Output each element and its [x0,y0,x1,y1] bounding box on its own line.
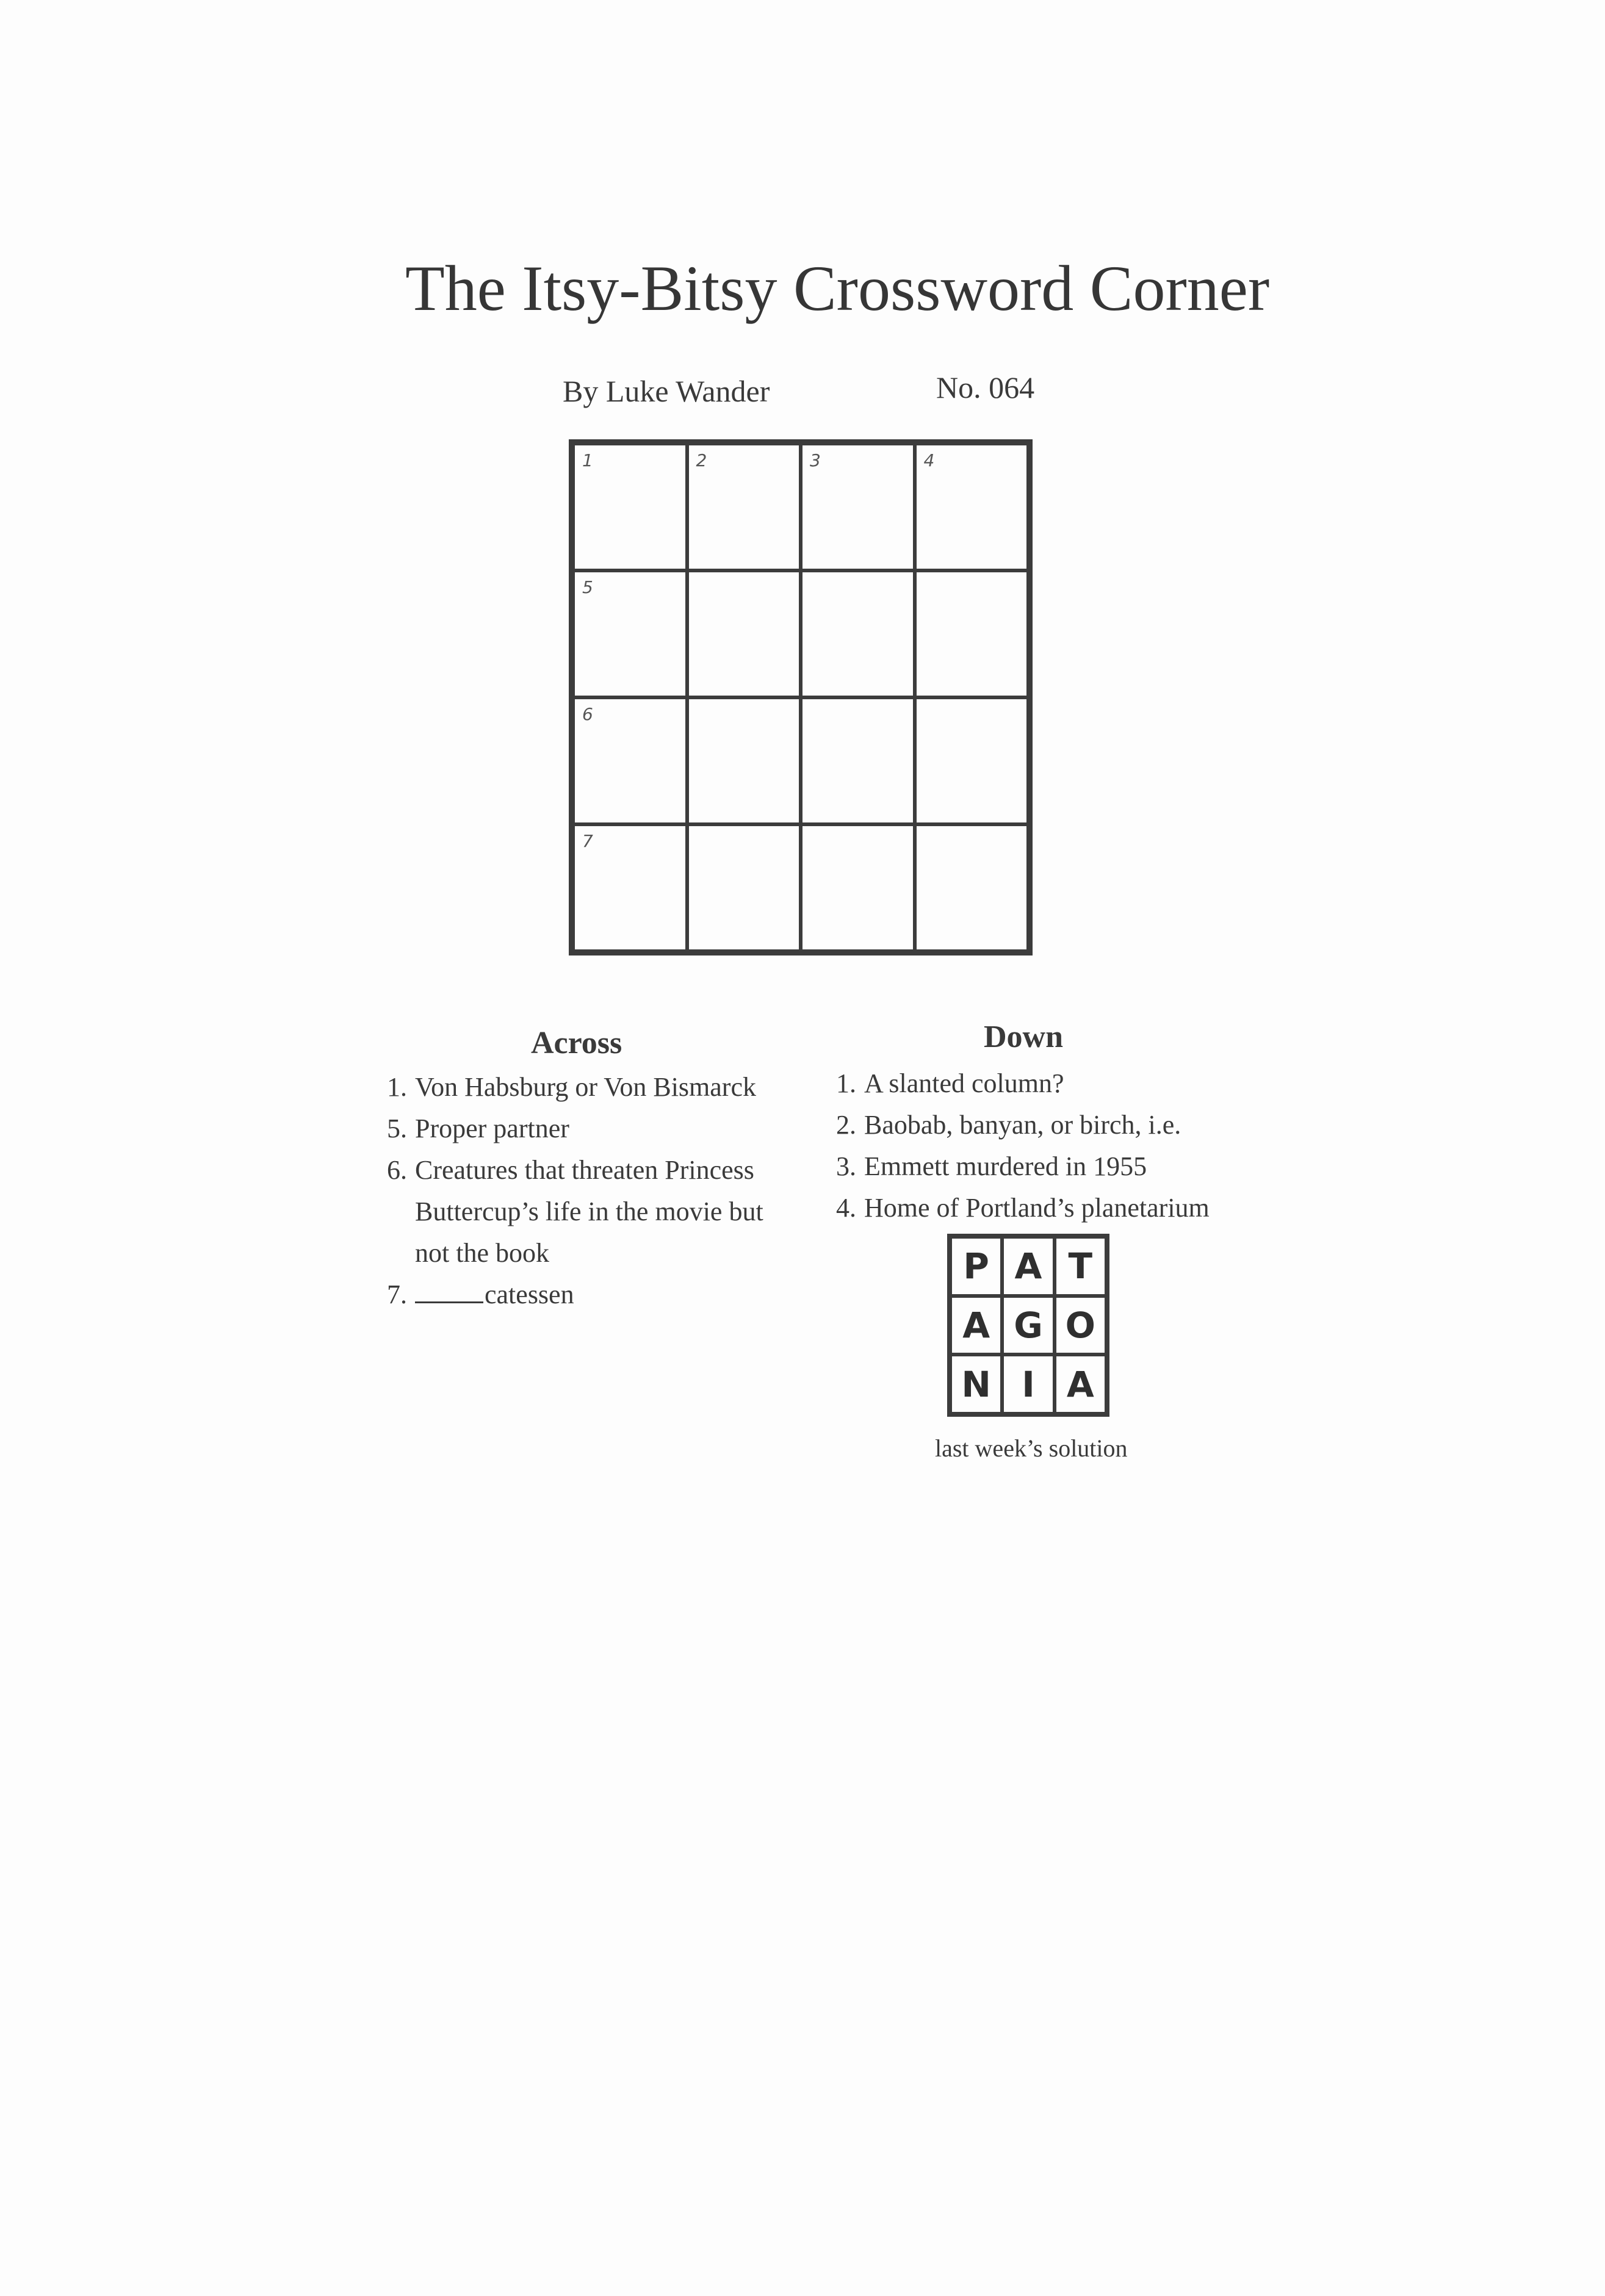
grid-cell-r2c1[interactable] [573,570,687,697]
down-clue [836,1146,1239,1187]
clue-number: 6. [387,1155,407,1185]
clue-text: Emmett murdered in 1955 [864,1151,1147,1181]
cell-number: 7 [582,831,593,851]
grid-cell-r2c4[interactable] [915,570,1029,697]
clue-text: Baobab, banyan, or birch, i.e. [864,1110,1181,1140]
clue-text: Von Habsburg or Von Bismarck [415,1072,756,1102]
solution-cell: N [950,1355,1002,1414]
clue-text: Creatures that threaten Princess Buttercup’s life in the movie but not the book [415,1155,763,1268]
solution-cell: G [1002,1296,1054,1355]
byline: By Luke Wander [563,374,770,408]
clue-number: 1. [387,1072,407,1102]
solution-cell: P [950,1237,1002,1296]
across-heading: Across [531,1026,622,1060]
grid-cell-r2c3[interactable] [801,570,915,697]
grid-cell-r1c1[interactable] [573,444,687,570]
grid-cell-r1c3[interactable] [801,444,915,570]
grid-cell-r3c2[interactable] [687,697,801,824]
grid-cell-r1c2[interactable] [687,444,801,570]
cell-number: 5 [582,577,593,597]
grid-cell-r3c3[interactable] [801,697,915,824]
clue-text: Home of Portland’s planetarium [864,1193,1210,1223]
across-clue [387,1150,802,1274]
cell-number: 1 [582,450,593,470]
clue-number: 3. [836,1151,856,1181]
page-title: The Itsy-Bitsy Crossword Corner [405,253,1270,324]
clue-number: 2. [836,1110,856,1140]
grid-cell-r4c3[interactable] [801,824,915,951]
solution-cell: O [1055,1296,1106,1355]
grid-cell-r3c1[interactable] [573,697,687,824]
clue-number: 1. [836,1068,856,1098]
issue-number: No. 064 [936,370,1035,405]
cell-number: 3 [810,450,821,470]
across-clue [387,1274,802,1315]
across-clue [387,1108,802,1150]
solution-cell: A [1002,1237,1054,1296]
previous-solution-grid [947,1234,1109,1417]
solution-cell: A [950,1296,1002,1355]
clue-text: Proper partner [415,1114,569,1143]
cell-number: 4 [923,450,935,470]
across-clue [387,1067,802,1108]
grid-cell-r4c2[interactable] [687,824,801,951]
grid-cell-r2c2[interactable] [687,570,801,697]
fill-in-blank [415,1281,483,1303]
solution-cell: A [1055,1355,1106,1414]
clue-number: 7. [387,1279,407,1309]
crossword-grid [569,439,1033,955]
cell-number: 6 [582,704,593,724]
grid-cell-r1c4[interactable] [915,444,1029,570]
down-heading: Down [984,1020,1064,1054]
solution-cell: T [1055,1237,1106,1296]
down-clue [836,1187,1239,1229]
across-clues [387,1067,802,1315]
clue-text: catessen [485,1279,574,1309]
solution-caption: last week’s solution [935,1434,1128,1462]
grid-cell-r4c4[interactable] [915,824,1029,951]
cell-number: 2 [696,450,707,470]
clue-number: 5. [387,1114,407,1143]
clue-text: A slanted column? [864,1068,1064,1098]
down-clue [836,1104,1239,1146]
grid-cell-r4c1[interactable] [573,824,687,951]
down-clue [836,1063,1239,1104]
down-clues [836,1063,1239,1229]
clue-number: 4. [836,1193,856,1223]
solution-cell: I [1002,1355,1054,1414]
grid-cell-r3c4[interactable] [915,697,1029,824]
